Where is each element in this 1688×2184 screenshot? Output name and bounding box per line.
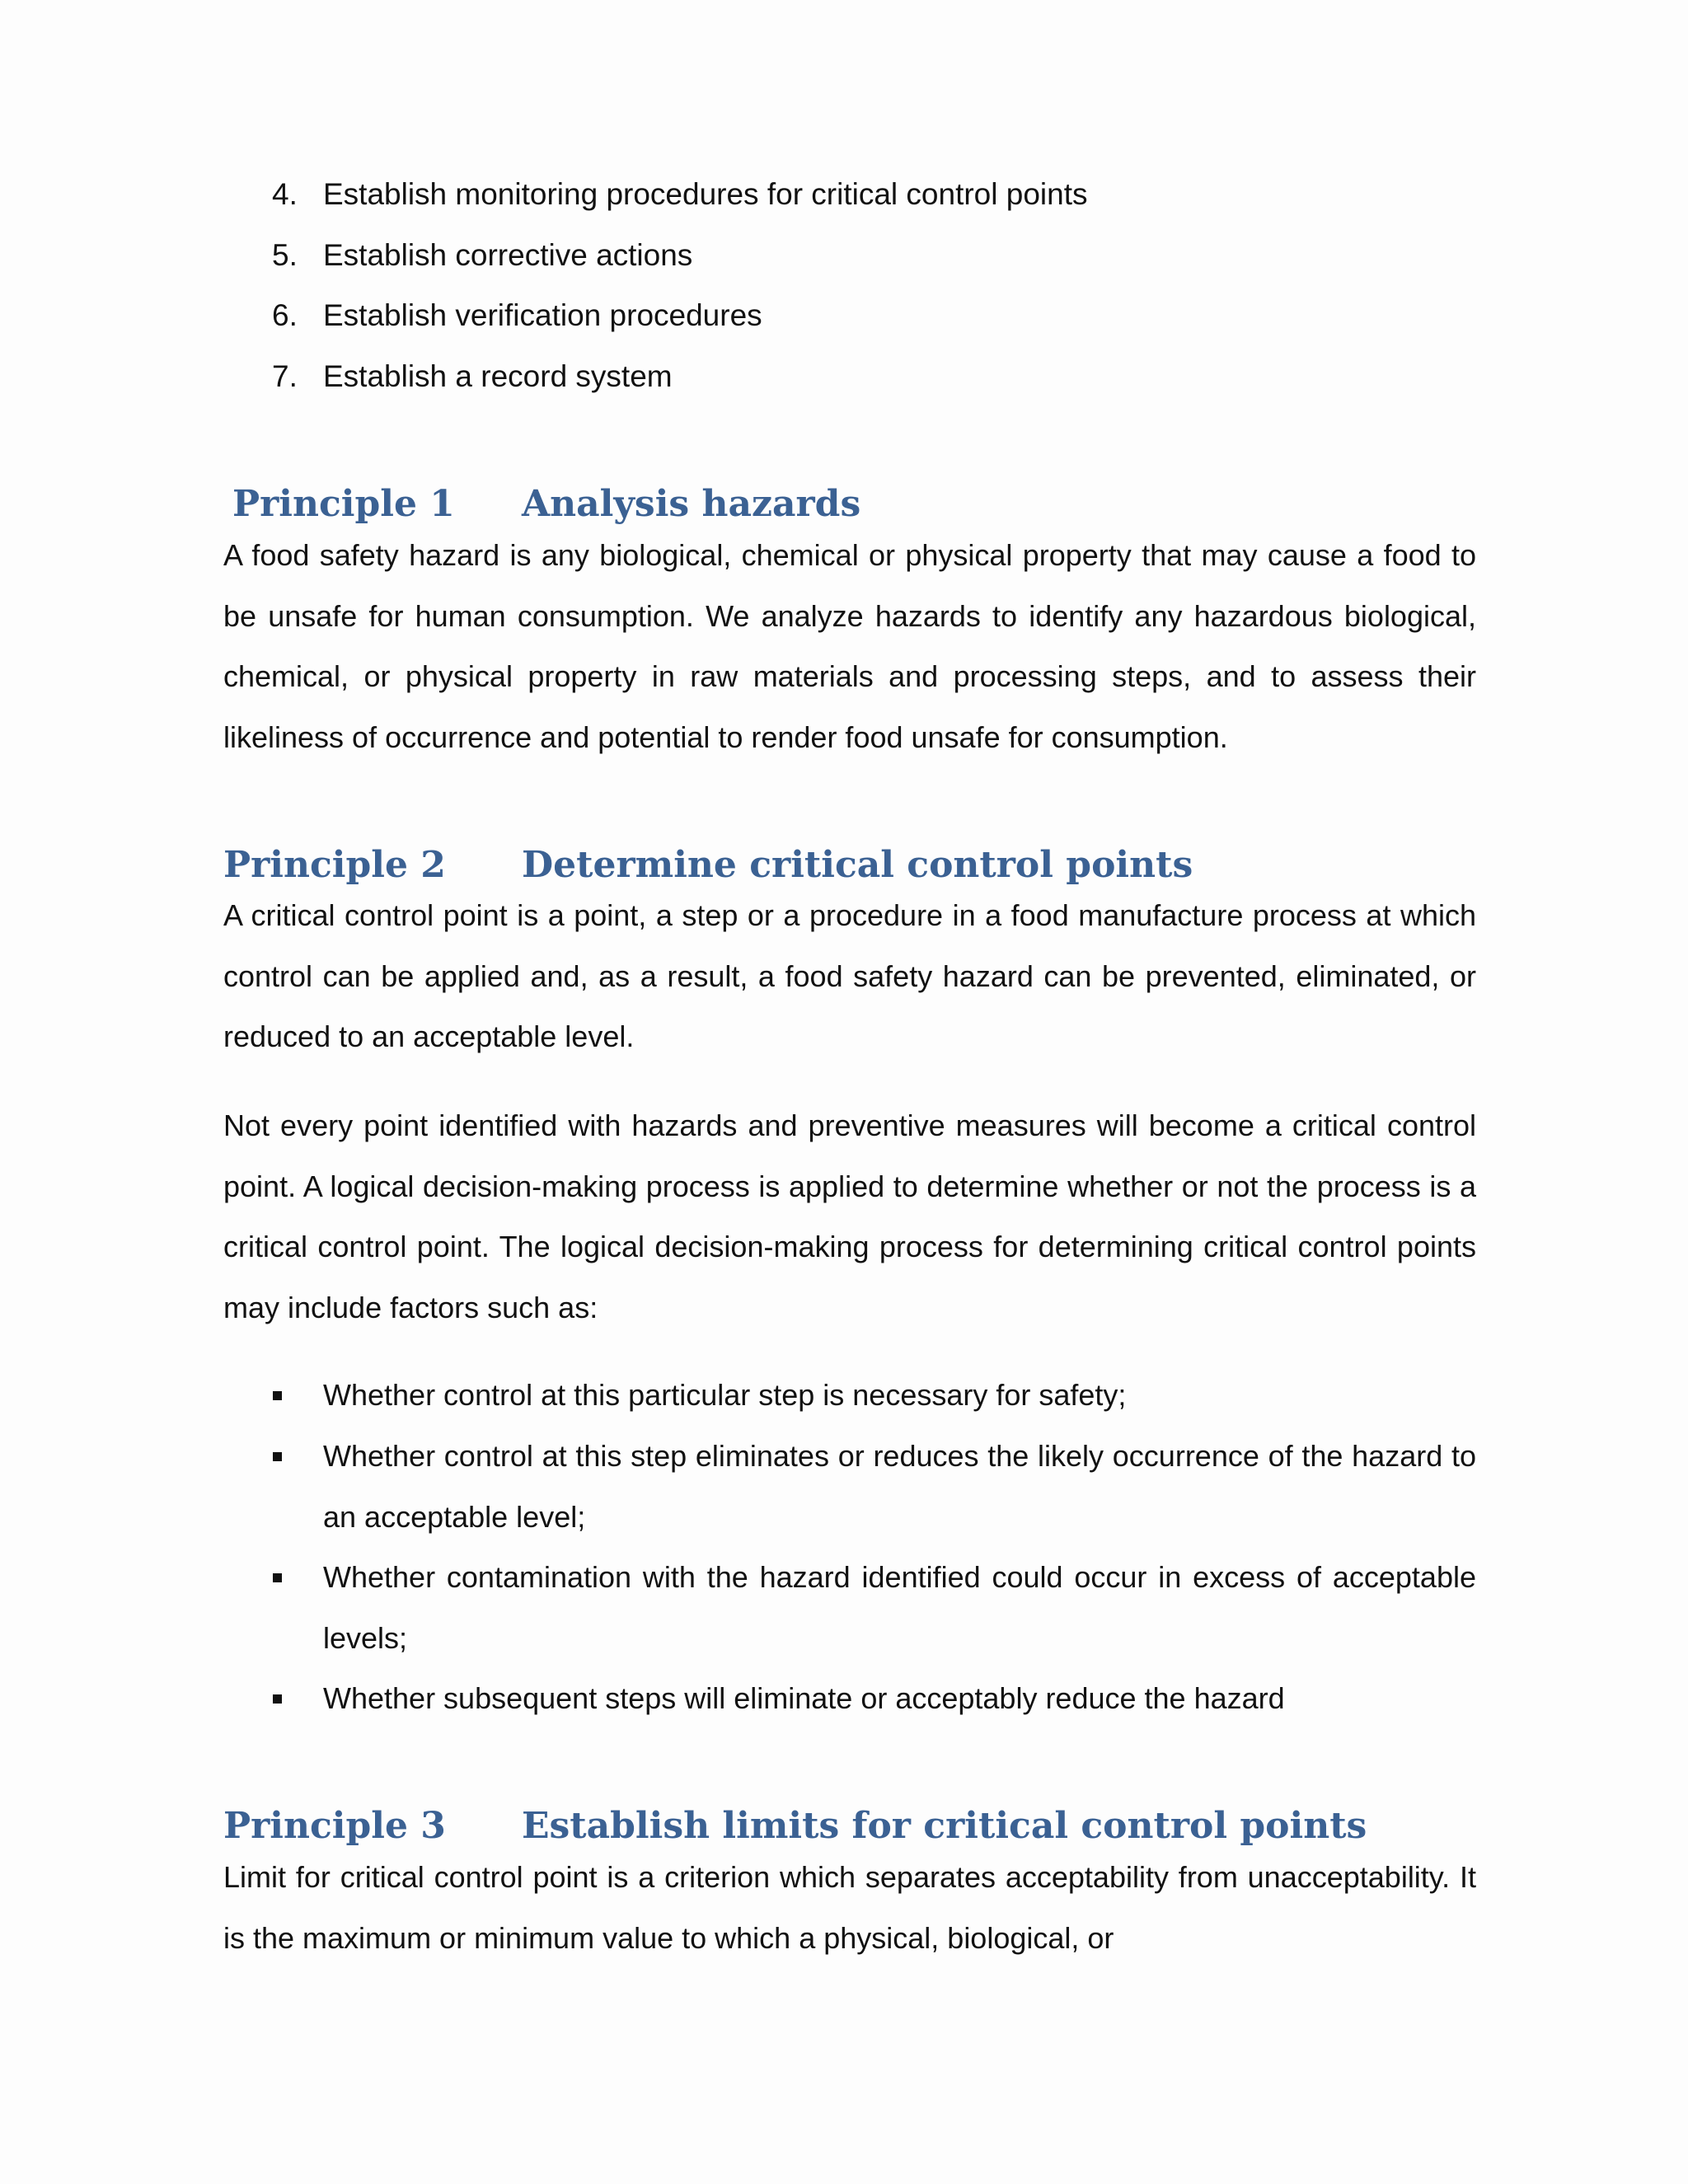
principle-3-heading bbox=[223, 1805, 1367, 1848]
list-item-text: Establish monitoring procedures for critical control points bbox=[323, 177, 1088, 211]
list-item bbox=[272, 298, 762, 334]
list-item-number: 7. bbox=[272, 359, 298, 393]
bullet-text: Whether control at this step eliminates or reduces the likely occurrence of the hazard to an acceptable level; bbox=[323, 1439, 1476, 1534]
bullet-item bbox=[273, 1426, 1476, 1547]
list-item bbox=[272, 359, 673, 395]
principle-1-title: Analysis hazards bbox=[522, 483, 861, 525]
list-item-text: Establish corrective actions bbox=[323, 238, 693, 272]
bullet-item bbox=[273, 1547, 1476, 1668]
square-bullet-icon bbox=[273, 1452, 282, 1461]
principle-2-paragraph-1: A critical control point is a point, a step or a procedure in a food manufacture process at which control can be applied and, as a result, a food safety hazard can be prevented, eliminated, or reduced to an acceptable level. bbox=[223, 898, 1476, 1053]
principle-2-heading bbox=[223, 844, 1193, 887]
principle-3-number: Principle 3 bbox=[223, 1805, 446, 1847]
list-item-number: 5. bbox=[272, 238, 298, 272]
bullet-text: Whether control at this particular step is necessary for safety; bbox=[323, 1378, 1127, 1412]
principle-3-paragraph: Limit for critical control point is a criterion which separates acceptability from unacceptability. It is the maximum or minimum value to which a physical, biological, or bbox=[223, 1860, 1476, 1955]
principle-3-title: Establish limits for critical control points bbox=[522, 1805, 1367, 1847]
principle-2-paragraph-2: Not every point identified with hazards and preventive measures will become a critical control point. A logical decision-making process is applied to determine whether or not the process is a critical control point. The logical decision-making process for determining critical control points may include factors such as: bbox=[223, 1108, 1476, 1324]
bullet-text: Whether subsequent steps will eliminate or acceptably reduce the hazard bbox=[323, 1681, 1285, 1715]
principle-2-number: Principle 2 bbox=[223, 844, 446, 886]
principle-1-number: Principle 1 bbox=[232, 483, 455, 525]
square-bullet-icon bbox=[273, 1391, 282, 1400]
list-item-text: Establish verification procedures bbox=[323, 298, 762, 332]
list-item-number: 4. bbox=[272, 177, 298, 211]
bullet-item bbox=[273, 1365, 1476, 1426]
square-bullet-icon bbox=[273, 1573, 282, 1582]
square-bullet-icon bbox=[273, 1694, 282, 1704]
list-item-text: Establish a record system bbox=[323, 359, 673, 393]
bullet-item bbox=[273, 1668, 1476, 1729]
bullet-text: Whether contamination with the hazard identified could occur in excess of acceptable levels; bbox=[323, 1560, 1476, 1655]
list-item-number: 6. bbox=[272, 298, 298, 332]
list-item bbox=[272, 237, 692, 274]
principle-2-title: Determine critical control points bbox=[522, 844, 1193, 886]
principle-1-paragraph: A food safety hazard is any biological, chemical or physical property that may cause a food to be unsafe for human consumption. We analyze hazards to identify any hazardous biological, chemical, or physical property in raw materials and processing steps, and to assess their likeliness of occurrence and potential to render food unsafe for consumption. bbox=[223, 538, 1476, 754]
list-item bbox=[272, 176, 1087, 213]
principle-1-heading bbox=[232, 483, 860, 526]
